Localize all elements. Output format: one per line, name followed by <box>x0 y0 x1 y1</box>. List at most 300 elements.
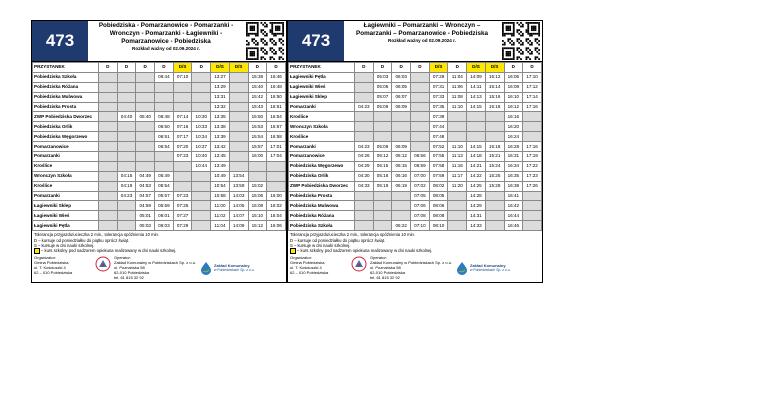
departure-time <box>117 122 136 132</box>
departure-time <box>229 152 248 162</box>
stop-name: Kroślice <box>33 181 99 191</box>
departure-time <box>267 171 286 181</box>
departure-time <box>117 132 136 142</box>
departure-time: 07:48 <box>429 132 448 142</box>
departure-time: 16:06 <box>504 72 523 82</box>
stop-name: Pobiedziska Prosta <box>289 191 355 201</box>
operator-line: ul. Poznańska 58 <box>370 265 401 271</box>
departure-time <box>392 122 411 132</box>
departure-time <box>448 211 467 221</box>
timetable-notes <box>32 231 286 255</box>
departure-time: 11:10 <box>448 102 467 112</box>
table-row <box>289 152 542 162</box>
departure-time <box>173 102 192 112</box>
organizer-line: ul. T. Kościuszki 4 <box>290 265 322 271</box>
departure-time <box>173 181 192 191</box>
column-header: D/S <box>173 63 192 73</box>
column-header: D <box>267 63 286 73</box>
stop-name: Pobiedziska Orlik <box>33 122 99 132</box>
departure-time: 14:21 <box>467 161 486 171</box>
organizer-line: 62 – 010 Pobiedziska <box>290 270 329 276</box>
departure-time: 04:57 <box>136 191 155 201</box>
departure-time <box>99 102 118 112</box>
departure-time: 11:04 <box>211 221 230 231</box>
departure-time <box>136 142 155 152</box>
departure-time: 14:11 <box>467 82 486 92</box>
departure-time: 13:35 <box>211 112 230 122</box>
stop-name: Wronczyn Szkoła <box>33 171 99 181</box>
departure-time: 13:27 <box>211 72 230 82</box>
stop-name: Pomarzanowice <box>289 152 355 162</box>
departure-time <box>373 191 392 201</box>
departure-time <box>267 181 286 191</box>
stop-name: Pomarzanki <box>33 191 99 201</box>
departure-time: 15:25 <box>485 171 504 181</box>
departure-time: 04:23 <box>355 142 374 152</box>
departure-time <box>99 142 118 152</box>
column-header: D <box>155 63 174 73</box>
table-row <box>289 142 542 152</box>
departure-time: 06:50 <box>155 122 174 132</box>
operator-line: 62-010 Pobiedziska <box>370 270 406 276</box>
departure-time: 16:46 <box>267 72 286 82</box>
departure-time: 06:15 <box>392 161 411 171</box>
departure-time <box>192 181 211 191</box>
departure-time <box>485 211 504 221</box>
departure-time: 15:50 <box>248 112 267 122</box>
organizer-line: Organizator: <box>34 255 57 261</box>
departure-time: 14:09 <box>467 72 486 82</box>
departure-time <box>117 161 136 171</box>
departure-time: 05:03 <box>136 221 155 231</box>
departure-time <box>229 142 248 152</box>
departure-time: 15:54 <box>248 132 267 142</box>
departure-time: 17:16 <box>523 102 542 112</box>
departure-time <box>355 92 374 102</box>
departure-time <box>523 211 542 221</box>
departure-time: 14:33 <box>467 221 486 231</box>
departure-time: 07:20 <box>173 142 192 152</box>
timetable-panel-outbound <box>31 20 287 283</box>
departure-time: 10:58 <box>211 191 230 201</box>
note-text: – kurs szkolny pod nadzorem opiekuna realizowany w dni nauki szkolnej. <box>297 248 433 254</box>
stop-name: Łagiewniki Pętla <box>289 72 355 82</box>
departure-time: 04:15 <box>117 171 136 181</box>
departure-time: 07:14 <box>173 112 192 122</box>
departure-time: 16:38 <box>504 181 523 191</box>
departure-time <box>485 221 504 231</box>
departure-time <box>192 92 211 102</box>
table-row <box>33 112 286 122</box>
water-drop-icon <box>200 261 212 275</box>
departure-time <box>485 122 504 132</box>
departure-time <box>485 201 504 211</box>
departure-time: 11:08 <box>448 92 467 102</box>
table-row <box>33 122 286 132</box>
departure-time: 04:30 <box>355 171 374 181</box>
departure-time: 08:08 <box>429 211 448 221</box>
departure-time: 04:19 <box>117 181 136 191</box>
line-number-badge: 473 <box>288 21 344 61</box>
note-text: S – kursuje w dni nauki szkolnej. <box>290 242 351 248</box>
schedule-table <box>32 62 286 231</box>
departure-time <box>99 171 118 181</box>
column-header: D/S <box>485 63 504 73</box>
departure-time <box>411 132 430 142</box>
departure-time: 16:35 <box>504 171 523 181</box>
column-header: PRZYSTANEK <box>289 63 355 73</box>
departure-time <box>117 211 136 221</box>
route-title-line: Łagiewniki – Pomarzanki – Wronczyn – <box>363 22 481 29</box>
operator-brand <box>200 255 255 280</box>
stop-name: Pobiedziska Węgorzewo <box>33 132 99 142</box>
timetable-panel-return <box>287 20 543 283</box>
schedule-table <box>288 62 542 231</box>
departure-time: 16:12 <box>504 102 523 112</box>
departure-time <box>229 102 248 112</box>
departure-time: 15:14 <box>485 82 504 92</box>
departure-time: 13:29 <box>211 82 230 92</box>
table-header-row <box>33 63 286 73</box>
departure-time <box>392 132 411 142</box>
departure-time <box>192 171 211 181</box>
stop-name: Pobiedziska Węgorzewo <box>289 161 355 171</box>
route-title-line: Pomarzanki – Pomarzanowice - Pobiedziska <box>356 30 488 37</box>
departure-time: 06:03 <box>392 72 411 82</box>
departure-time <box>448 132 467 142</box>
departure-time <box>485 132 504 142</box>
departure-time <box>136 152 155 162</box>
stop-name: ZWP Pobiedziska Dworzec <box>33 112 99 122</box>
departure-time: 06:48 <box>155 112 174 122</box>
departure-time <box>523 112 542 122</box>
departure-time: 17:12 <box>523 82 542 92</box>
departure-time: 11:02 <box>211 211 230 221</box>
departure-time: 16:08 <box>504 82 523 92</box>
departure-time <box>155 152 174 162</box>
organizer-operator-block <box>288 255 542 282</box>
departure-time: 16:42 <box>504 201 523 211</box>
table-row <box>289 171 542 181</box>
departure-time: 17:04 <box>267 152 286 162</box>
departure-time <box>192 221 211 231</box>
table-row <box>289 161 542 171</box>
departure-time <box>99 191 118 201</box>
departure-time: 13:31 <box>211 92 230 102</box>
departure-time: 17:23 <box>523 171 542 181</box>
operator-line: Operator: <box>114 255 131 261</box>
departure-time <box>523 221 542 231</box>
organizer-line: Gmina Pobiedziska <box>290 260 325 266</box>
table-row <box>289 102 542 112</box>
departure-time <box>411 102 430 112</box>
departure-time: 06:05 <box>392 82 411 92</box>
departure-time: 07:08 <box>411 211 430 221</box>
departure-time: 16:57 <box>267 122 286 132</box>
departure-time: 11:16 <box>448 161 467 171</box>
departure-time: 05:19 <box>373 181 392 191</box>
route-title-line: Wronczyn - Pomarzanki - Łagiewniki - <box>109 30 223 37</box>
table-row <box>33 171 286 181</box>
departure-time: 07:59 <box>429 171 448 181</box>
departure-time: 10:49 <box>211 171 230 181</box>
stop-name: Pobiedziska Orlik <box>289 171 355 181</box>
departure-time: 14:31 <box>467 211 486 221</box>
stop-name: Kroślice <box>33 161 99 171</box>
column-header: D <box>248 63 267 73</box>
departure-time <box>467 132 486 142</box>
departure-time <box>117 201 136 211</box>
organizer-line: Organizator: <box>290 255 313 261</box>
departure-time: 06:56 <box>411 152 430 162</box>
departure-time <box>523 201 542 211</box>
departure-time <box>467 112 486 122</box>
departure-time: 07:00 <box>411 171 430 181</box>
stop-name: Pobiedziska Mulwowa <box>33 92 99 102</box>
departure-time: 16:24 <box>504 132 523 142</box>
departure-time: 07:31 <box>429 82 448 92</box>
departure-time: 13:38 <box>211 122 230 132</box>
departure-time <box>411 142 430 152</box>
departure-time: 16:31 <box>504 152 523 162</box>
departure-time: 07:10 <box>411 221 430 231</box>
departure-time: 07:55 <box>429 152 448 162</box>
water-drop-icon <box>456 261 468 275</box>
departure-time <box>117 82 136 92</box>
table-row <box>33 201 286 211</box>
departure-time <box>117 72 136 82</box>
departure-time: 07:27 <box>173 211 192 221</box>
qr-code-icon <box>502 22 540 60</box>
departure-time: 16:04 <box>267 211 286 221</box>
note-text: – kurs szkolny pod nadzorem opiekuna realizowany w dni nauki szkolnej. <box>41 248 177 254</box>
departure-time: 04:49 <box>136 171 155 181</box>
departure-time: 10:40 <box>192 152 211 162</box>
table-row <box>33 191 286 201</box>
departure-time: 15:42 <box>248 92 267 102</box>
departure-time: 11:13 <box>448 152 467 162</box>
note-text: Tolerancja przyjazdu/ucieczka 2 min., tolerancja opóźnienia 10 min. <box>290 232 415 238</box>
departure-time <box>155 92 174 102</box>
departure-time <box>229 122 248 132</box>
departure-time: 07:33 <box>429 92 448 102</box>
departure-time <box>355 122 374 132</box>
line-number-badge: 473 <box>32 21 88 61</box>
departure-time: 16:41 <box>504 191 523 201</box>
operator-line: Operator: <box>370 255 387 261</box>
departure-time <box>117 102 136 112</box>
departure-time: 10:44 <box>192 161 211 171</box>
departure-time <box>373 211 392 221</box>
table-row <box>33 142 286 152</box>
departure-time <box>355 112 374 122</box>
stop-name: Pobiedziska Prosta <box>33 102 99 112</box>
departure-time: 07:17 <box>173 132 192 142</box>
organizer-operator-block <box>32 255 286 282</box>
departure-time <box>392 201 411 211</box>
departure-time: 15:53 <box>248 122 267 132</box>
stop-name: Łagiewniki Pętla <box>33 221 99 231</box>
departure-time: 04:23 <box>117 191 136 201</box>
departure-time: 10:34 <box>192 132 211 142</box>
timetable-notes <box>288 231 542 255</box>
departure-time <box>411 92 430 102</box>
departure-time: 07:02 <box>411 181 430 191</box>
departure-time: 15:28 <box>485 181 504 191</box>
departure-time: 13:54 <box>229 171 248 181</box>
departure-time: 06:54 <box>155 142 174 152</box>
departure-time: 06:07 <box>392 92 411 102</box>
departure-time: 14:15 <box>467 102 486 112</box>
column-header: D <box>392 63 411 73</box>
column-header: D <box>523 63 542 73</box>
departure-time <box>248 161 267 171</box>
stop-name: Pobiedziska Szkoła <box>289 221 355 231</box>
departure-time: 15:43 <box>248 102 267 112</box>
departure-time <box>136 122 155 132</box>
departure-time <box>155 82 174 92</box>
table-row <box>289 132 542 142</box>
brand-name: Zakład Komunalny <box>214 262 250 268</box>
departure-time <box>355 132 374 142</box>
departure-time <box>373 132 392 142</box>
departure-time <box>192 191 211 201</box>
departure-time <box>373 201 392 211</box>
departure-time: 06:22 <box>392 221 411 231</box>
departure-time: 15:24 <box>485 161 504 171</box>
departure-time <box>173 92 192 102</box>
column-header: D <box>99 63 118 73</box>
departure-time: 05:12 <box>373 152 392 162</box>
departure-time <box>173 171 192 181</box>
departure-time: 07:58 <box>429 161 448 171</box>
departure-time: 05:09 <box>373 142 392 152</box>
departure-time <box>173 82 192 92</box>
departure-time <box>99 132 118 142</box>
validity-date: Rozkład ważny od 02.09.2024 r. <box>132 46 200 51</box>
note-text: Tolerancja przyjazdu/ucieczka 2 min., tolerancja opóźnienia 10 min. <box>34 232 159 238</box>
departure-time: 04:53 <box>136 181 155 191</box>
departure-time <box>373 112 392 122</box>
note-text: D – kursuje od poniedziałku do piątku oprócz świąt. <box>34 237 130 243</box>
departure-time: 10:33 <box>192 122 211 132</box>
departure-time <box>373 122 392 132</box>
departure-time <box>523 132 542 142</box>
departure-time: 14:13 <box>467 92 486 102</box>
departure-time: 17:26 <box>523 181 542 191</box>
departure-time: 05:01 <box>136 211 155 221</box>
departure-time: 07:25 <box>173 201 192 211</box>
route-title-line: Pobiedziska - Pomarzanowice - Pomarzanki - <box>98 22 234 29</box>
departure-time: 04:40 <box>117 112 136 122</box>
departure-time: 16:20 <box>504 122 523 132</box>
departure-time: 06:16 <box>392 171 411 181</box>
departure-time <box>136 102 155 112</box>
column-header: PRZYSTANEK <box>33 63 99 73</box>
departure-time <box>136 161 155 171</box>
departure-time <box>99 112 118 122</box>
departure-time <box>373 221 392 231</box>
departure-time: 13:45 <box>211 152 230 162</box>
departure-time: 15:18 <box>485 142 504 152</box>
departure-time: 07:06 <box>411 201 430 211</box>
departure-time: 16:10 <box>504 92 523 102</box>
organizer-info <box>34 255 92 280</box>
stop-name: Łagiewniki Sklep <box>289 92 355 102</box>
departure-time: 05:15 <box>373 161 392 171</box>
table-header-row <box>289 63 542 73</box>
departure-time: 16:50 <box>267 92 286 102</box>
departure-time <box>155 102 174 112</box>
departure-time <box>99 92 118 102</box>
departure-time <box>99 72 118 82</box>
departure-time <box>99 152 118 162</box>
column-header: D <box>448 63 467 73</box>
departure-time: 11:20 <box>448 181 467 191</box>
departure-time: 06:09 <box>392 102 411 112</box>
note-line <box>34 248 284 254</box>
table-row <box>289 211 542 221</box>
pobiedziska-logo-icon <box>348 255 370 273</box>
column-header: D <box>504 63 523 73</box>
departure-time <box>448 122 467 132</box>
departure-time <box>155 161 174 171</box>
table-row <box>289 112 542 122</box>
column-header: D <box>117 63 136 73</box>
departure-time: 07:29 <box>173 221 192 231</box>
departure-time: 16:06 <box>267 221 286 231</box>
departure-time <box>117 221 136 231</box>
departure-time: 14:05 <box>229 201 248 211</box>
school-course-marker <box>290 248 296 254</box>
departure-time: 13:39 <box>211 132 230 142</box>
table-row <box>33 102 286 112</box>
departure-time: 06:03 <box>155 221 174 231</box>
stop-name: Pomarzanki <box>33 152 99 162</box>
departure-time: 13:49 <box>211 161 230 171</box>
brand-subtitle: w Pobiedziskach Sp. z o.o. <box>214 267 255 272</box>
operator-line: Zakład Komunalny w Pobiedziskach Sp. z o.o. <box>370 260 453 266</box>
qr-code-icon <box>246 22 284 60</box>
departure-time <box>411 72 430 82</box>
departure-time: 15:12 <box>248 221 267 231</box>
departure-time: 15:08 <box>248 201 267 211</box>
table-row <box>289 221 542 231</box>
departure-time: 16:44 <box>504 211 523 221</box>
table-row <box>289 92 542 102</box>
table-row <box>33 92 286 102</box>
stop-name: Pobiedziska Mulwowa <box>289 201 355 211</box>
departure-time <box>355 82 374 92</box>
departure-time: 08:02 <box>429 181 448 191</box>
departure-time: 11:10 <box>448 142 467 152</box>
timetable-header <box>288 21 542 62</box>
departure-time: 07:23 <box>173 152 192 162</box>
departure-time: 16:46 <box>504 221 523 231</box>
stop-name: Pomarzanki <box>289 142 355 152</box>
note-text: S – kursuje w dni nauki szkolnej. <box>34 242 95 248</box>
table-row <box>289 82 542 92</box>
departure-time <box>485 112 504 122</box>
departure-time: 15:40 <box>248 82 267 92</box>
operator-line: tel. 61 815 32 92 <box>370 275 400 281</box>
departure-time <box>523 191 542 201</box>
departure-time: 14:29 <box>467 201 486 211</box>
departure-time: 06:19 <box>392 181 411 191</box>
departure-time <box>355 221 374 231</box>
column-header: D/S <box>211 63 230 73</box>
departure-time: 05:59 <box>155 201 174 211</box>
